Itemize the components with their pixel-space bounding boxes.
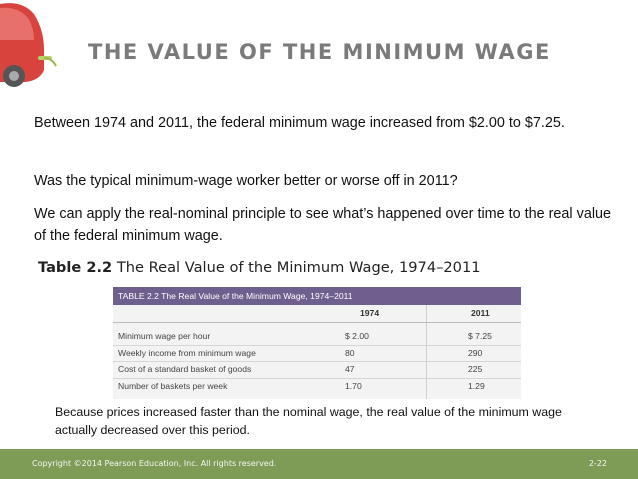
paragraph-principle: We can apply the real-nominal principle to see what’s happened over time to the real value of the federal minimum wage. bbox=[34, 206, 612, 244]
slide-title: THE VALUE OF THE MINIMUM WAGE bbox=[88, 40, 551, 64]
footer-bar bbox=[0, 449, 638, 479]
table-caption-label: Table 2.2 bbox=[38, 259, 113, 276]
table-caption-text: The Real Value of the Minimum Wage, 1974–2011 bbox=[116, 259, 481, 276]
column-header-1974: 1974 bbox=[360, 308, 380, 318]
row-label: Weekly income from minimum wage bbox=[118, 347, 256, 358]
footer-copyright: Copyright ©2014 Pearson Education, Inc. All rights reserved. bbox=[32, 459, 277, 468]
conclusion-note: Because prices increased faster than the nominal wage, the real value of the minimum wage actually decreased over this period. bbox=[55, 405, 562, 437]
table-heading: TABLE 2.2 The Real Value of the Minimum Wage, 1974–2011 bbox=[113, 287, 521, 305]
table-row bbox=[113, 362, 521, 379]
minimum-wage-table bbox=[113, 287, 521, 399]
cell-1974: 80 bbox=[345, 347, 355, 358]
cell-2011: $ 7.25 bbox=[468, 331, 492, 341]
table-caption bbox=[38, 259, 481, 276]
row-label: Number of baskets per week bbox=[118, 380, 228, 391]
column-header-2011: 2011 bbox=[471, 308, 490, 318]
paragraph-wage-increase: Between 1974 and 2011, the federal minimum wage increased from $2.00 to $7.25. bbox=[34, 115, 565, 131]
cell-1974: 47 bbox=[345, 364, 355, 374]
table-row bbox=[113, 379, 521, 395]
row-label: Minimum wage per hour bbox=[118, 331, 211, 341]
cell-1974: 1.70 bbox=[345, 380, 362, 391]
cell-2011: 290 bbox=[468, 347, 483, 358]
table-header-row bbox=[113, 305, 521, 323]
cell-1974: $ 2.00 bbox=[345, 331, 369, 341]
car-illustration bbox=[0, 0, 60, 88]
cell-2011: 1.29 bbox=[468, 380, 485, 391]
footer-page-number: 2-22 bbox=[588, 459, 607, 468]
table-row bbox=[113, 346, 521, 363]
cell-2011: 225 bbox=[468, 364, 483, 374]
row-label: Cost of a standard basket of goods bbox=[118, 364, 252, 374]
paragraph-question: Was the typical minimum-wage worker better or worse off in 2011? bbox=[34, 173, 458, 189]
table-row bbox=[113, 329, 521, 346]
